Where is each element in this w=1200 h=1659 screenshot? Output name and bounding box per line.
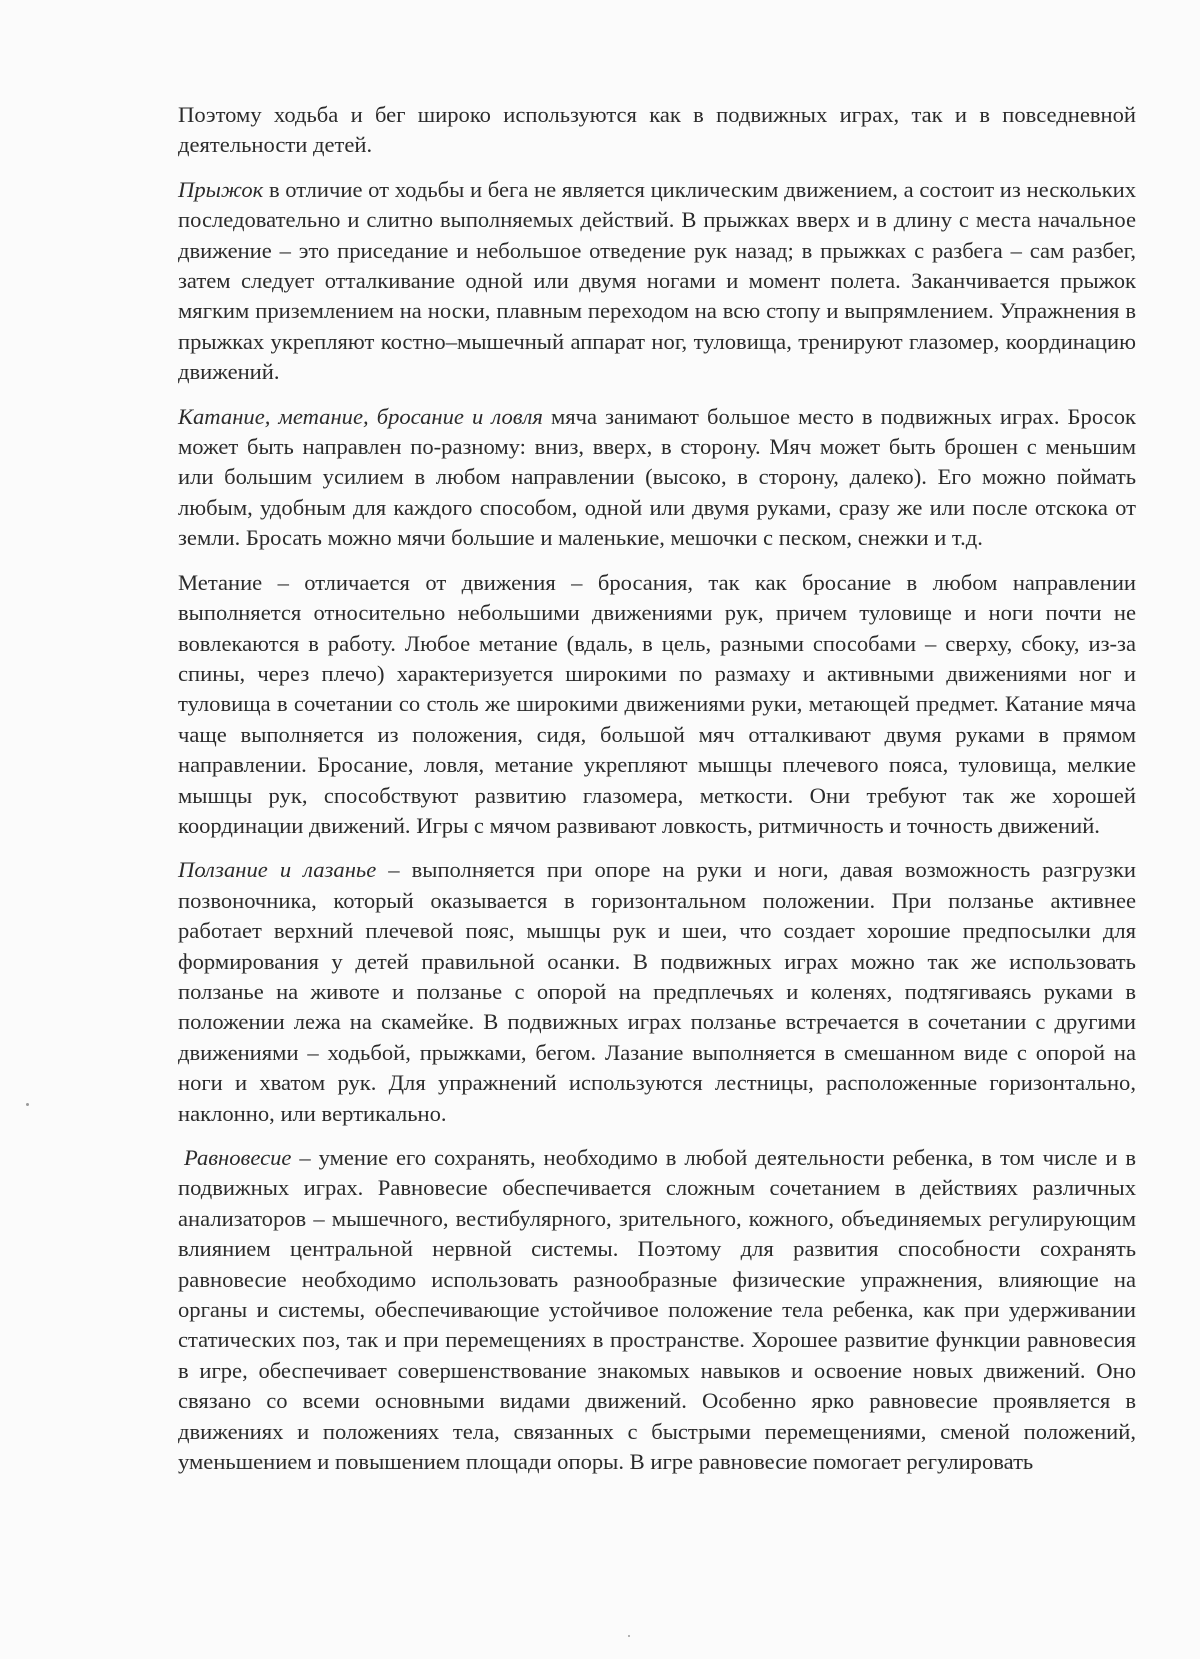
paragraph-balance bbox=[178, 1143, 1136, 1477]
paragraph-text: Поэтому ходьба и бег широко используются как в подвижных играх, так и в повседневной деятельности детей. bbox=[178, 102, 1136, 158]
paragraph-text: в отличие от ходьбы и бега не является циклическим движением, а состоит из нескольких последовательно и слитно выполняемых действий. В прыжках вверх и в длину с места начальное движение – это приседание и небольшое отведение рук назад; в прыжках с разбега – сам разбег, затем следует отталкивание одной или двумя ногами и момент полета. Заканчивается прыжок мягким приземлением на носки, плавным переходом на всю стопу и выпрямлением. Упражнения в прыжках укрепляют костно–мышечный аппарат ног, туловища, тренируют глазомер, координацию движений. bbox=[178, 176, 1136, 385]
paragraph-text: мяча занимают большое место в подвижных играх. Бросок может быть направлен по-разному: вниз, вверх, в сторону. Мяч может быть брошен с меньшим или большим усилием в любом направлении (высоко, в сторону, далеко). Его можно поймать любым, удобным для каждого способом, одной или двумя руками, сразу же или после отскока от земли. Бросать можно мячи большие и маленькие, мешочки с песком, снежки и т.д. bbox=[178, 403, 1136, 551]
paragraph-text: – умение его сохранять, необходимо в любой деятельности ребенка, в том числе и в подвижных играх. Равновесие обеспечивается сложным сочетанием в действиях различных анализаторов – мышечного, вестибулярного, зрительного, кожного, объединяемых регулирующим влиянием центральной нервной системы. Поэтому для развития способности сохранять равновесие необходимо использовать разнообразные физические упражнения, влияющие на органы и системы, обеспечивающие устойчивое положение тела ребенка, как при удерживании статических поз, так и при перемещениях в пространстве. Хорошее развитие функции равновесия в игре, обеспечивает совершенствование знакомых навыков и освоение новых движений. Оно связано со всеми основными видами движений. Особенно ярко равновесие проявляется в движениях и положениях тела, связанных с быстрыми перемещениями, сменой положений, уменьшением и повышением площади опоры. В игре равновесие помогает регулировать bbox=[178, 1145, 1136, 1475]
scan-speck bbox=[26, 1103, 29, 1106]
scan-speck bbox=[628, 1635, 630, 1637]
paragraph-term: Прыжок bbox=[178, 176, 264, 202]
document-body bbox=[178, 100, 1136, 1491]
paragraph-crawling bbox=[178, 855, 1136, 1129]
paragraph-text: Метание – отличается от движения – бросания, так как бросание в любом направлении выполняется относительно небольшими движениями рук, причем туловище и ноги почти не вовлекаются в работу. Любое метание (вдаль, в цель, разными способами – сверху, сбоку, из-за спины, через плечо) характеризуется широкими по размаху и активными движениями ног и туловища в сочетании со столь же широкими движениями руки, метающей предмет. Катание мяча чаще выполняется из положения, сидя, большой мяч отталкивают двумя руками в прямом направлении. Бросание, ловля, метание укрепляют мышцы плечевого пояса, туловища, мелкие мышцы рук, способствуют развитию глазомера, меткости. Они требуют так же хорошей координации движений. Игры с мячом развивают ловкость, ритмичность и точность движений. bbox=[178, 569, 1136, 838]
paragraph-jump bbox=[178, 175, 1136, 388]
paragraph-throwing bbox=[178, 568, 1136, 842]
paragraph-ball-throwing bbox=[178, 402, 1136, 554]
paragraph-term: Равновесие bbox=[184, 1145, 292, 1170]
paragraph-walking-running bbox=[178, 100, 1136, 161]
paragraph-term: Катание, метание, бросание и ловля bbox=[178, 403, 543, 429]
paragraph-term: Ползание и лазанье bbox=[178, 857, 377, 883]
paragraph-text: – выполняется при опоре на руки и ноги, давая возможность разгрузки позвоночника, который оказывается в горизонтальном положении. При ползанье активнее работает верхний плечевой пояс, мышцы рук и шеи, что создает хорошие предпосылки для формирования у детей правильной осанки. В подвижных играх можно так же использовать ползанье на животе и ползанье с опорой на предплечьях и коленях, подтягиваясь руками в положении лежа на скамейке. В подвижных играх ползанье встречается в сочетании с другими движениями – ходьбой, прыжками, бегом. Лазание выполняется в смешанном виде с опорой на ноги и хватом рук. Для упражнений используются лестницы, расположенные горизонтально, наклонно, или вертикально. bbox=[178, 857, 1136, 1126]
